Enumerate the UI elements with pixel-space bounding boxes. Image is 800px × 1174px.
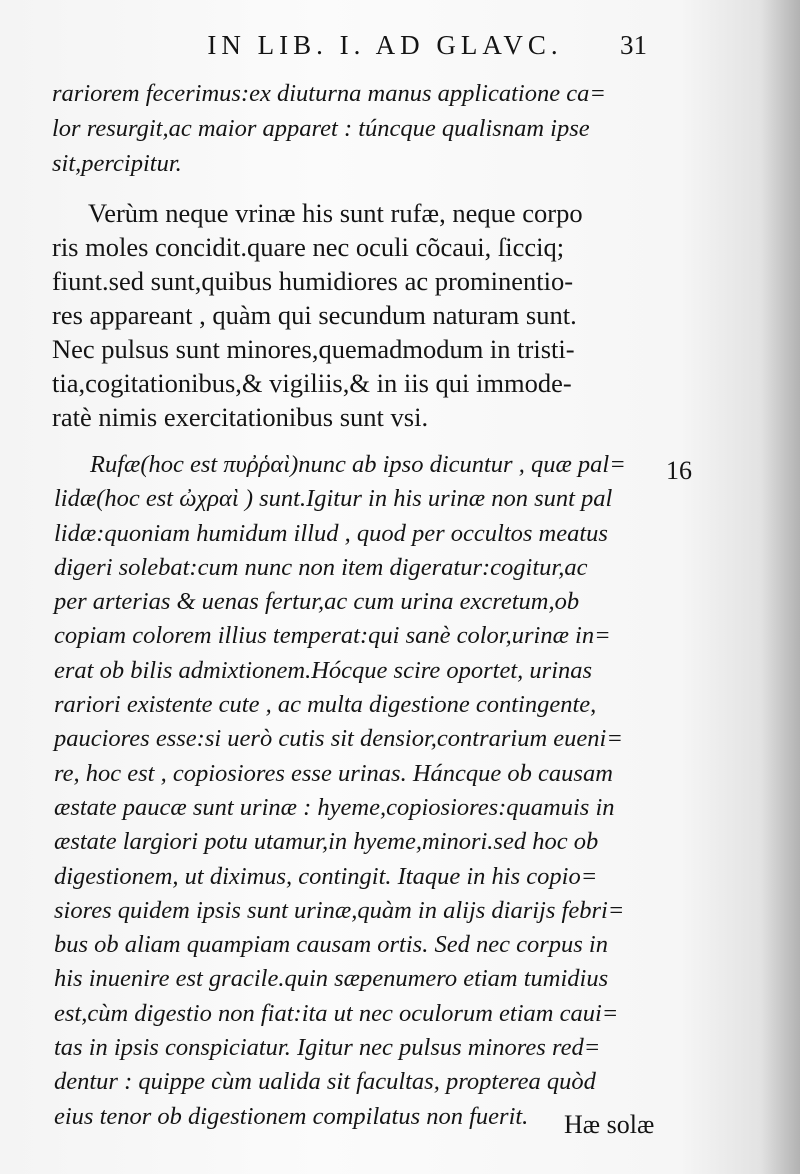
text-line: dentur : quippe cùm ualida sit facultas, propterea quòd <box>54 1068 596 1096</box>
text-line: lidæ:quoniam humidum illud , quod per occultos meatus <box>54 519 608 547</box>
text-line: eius tenor ob digestionem compilatus non fuerit. <box>54 1102 529 1130</box>
text-line: pauciores esse:si uerò cutis sit densior,contrarium eueni= <box>54 725 623 753</box>
text-line: sit,percipitur. <box>52 150 182 177</box>
text-line: ratè nimis exercitationibus sunt vsi. <box>52 402 429 432</box>
running-title: IN LIB. I. AD GLAVC. <box>207 30 563 60</box>
text-line: tia,cogitationibus,& vigiliis,& in iis qui immode- <box>52 368 572 398</box>
text-line: æstate paucæ sunt urinæ : hyeme,copiosiores:quamuis in <box>54 793 615 821</box>
text-line: æstate largiori potu utamur,in hyeme,minori.sed hoc ob <box>54 828 599 856</box>
text-line: erat ob bilis admixtionem.Hócque scire oportet, urinas <box>54 656 593 684</box>
text-line: Rufæ(hoc est πυῤῥαὶ)nunc ab ipso dicuntur , quæ pal= <box>90 451 626 478</box>
text-line: siores quidem ipsis sunt urinæ,quàm in alijs diarijs febri= <box>54 896 625 924</box>
text-line: his inuenire est gracile.quin sæpenumero etiam tumidius <box>54 965 609 993</box>
text-line: bus ob aliam quampiam causam ortis. Sed nec corpus in <box>54 931 608 959</box>
text-line: rariorem fecerimus:ex diuturna manus applicatione ca= <box>52 80 606 107</box>
text-line: lor resurgit,ac maior apparet : túncque qualisnam ipse <box>52 115 590 142</box>
text-line: digestionem, ut diximus, contingit. Itaque in his copio= <box>54 862 598 890</box>
text-line: copiam colorem illius temperat:qui sanè color,urinæ in= <box>54 622 611 650</box>
text-line: lidæ(hoc est ὠχραὶ ) sunt.Igitur in his urinæ non sunt pal <box>54 485 613 513</box>
folio-number: 31 <box>620 30 647 60</box>
roman-paragraph <box>52 196 668 434</box>
text-line: est,cùm digestio non fiat:ita ut nec oculorum etiam caui= <box>54 999 619 1027</box>
catchword: Hæ solæ <box>564 1110 655 1139</box>
text-line: rariori existente cute , ac multa digestione contingente, <box>54 691 597 719</box>
page-gutter-shadow <box>760 0 800 1174</box>
text-line: digeri solebat:cum nunc non item digeratur:cogitur,ac <box>54 553 588 581</box>
text-line: Nec pulsus sunt minores,quemadmodum in tristi- <box>52 334 575 364</box>
text-line: Verùm neque vrinæ his sunt rufæ, neque corpo <box>88 198 583 228</box>
marginal-number: 16 <box>666 456 692 485</box>
text-line: fiunt.sed sunt,quibus humidiores ac prominentio- <box>52 266 574 296</box>
text-line: tas in ipsis conspiciatur. Igitur nec pulsus minores red= <box>54 1034 601 1062</box>
text-line: per arterias & uenas fertur,ac cum urina excretum,ob <box>54 588 580 616</box>
italic-paragraph <box>54 448 670 1134</box>
text-line: res appareant , quàm qui secundum naturam sunt. <box>52 300 577 330</box>
text-line: ris moles concidit.quare nec oculi cõcaui, ſicciq; <box>52 232 565 262</box>
top-paragraph <box>52 76 662 181</box>
text-line: re, hoc est , copiosiores esse urinas. Háncque ob causam <box>54 759 613 787</box>
